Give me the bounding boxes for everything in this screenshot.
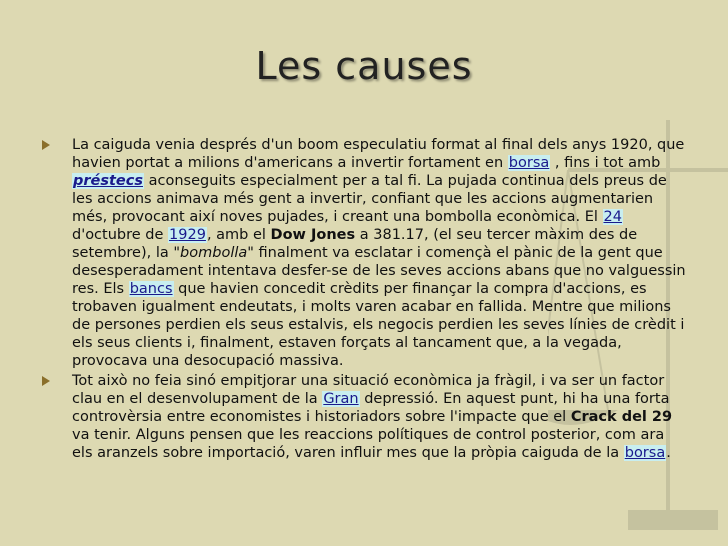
bullet-text: que havien concedit crèdits per finançar la compra d'accions, es trobaven igualment endeutats, i molts varen acabar en fallida. Mentre que milions de persones perdien els seus estalvis, els negocis perdien les seves línies de crèdit i els seus clients i, finalment, estaven forçats al tancament que, a la vegada, provocava una desocupació massiva.	[72, 281, 685, 369]
bullet-text: va tenir. Alguns pensen que les reaccions polítiques de control posterior, com ara els aranzels sobre importació, varen influir mes que la pròpia caiguda de la	[72, 427, 665, 461]
link-24[interactable]: 24	[603, 209, 622, 225]
bullet-item-causes	[38, 136, 688, 370]
bullet-arrow-icon	[42, 376, 50, 386]
link-bancs[interactable]: bancs	[129, 281, 173, 297]
bullet-list	[38, 136, 688, 464]
bullet-text: aconseguits especialment per a tal fi. La pujada continua dels preus de les accions animava més gent a invertir, confiant que les accions augmentarien més, provocant així noves pujades, i creant una bombolla econòmica. El	[72, 173, 667, 225]
link-borsa[interactable]: borsa	[624, 445, 666, 461]
bullet-text: La caiguda venia després d'un boom especulatiu format al final dels anys 1920, que havien portat a milions d'americans a invertir fortament en	[72, 137, 685, 171]
bullet-text: depressió. En aquest punt, hi ha una forta controvèrsia entre economistes i historiadors sobre l'impacte que el	[72, 391, 670, 425]
bullet-arrow-icon	[42, 140, 50, 150]
bullet-text: a 381.17, (el seu tercer màxim des de setembre), la "	[72, 227, 638, 261]
bullet-item-consequences	[38, 372, 688, 462]
link-1929[interactable]: 1929	[169, 227, 206, 243]
link-prestecs[interactable]: préstecs	[73, 173, 143, 189]
bombolla-text: bombolla	[180, 245, 248, 261]
bullet-text: , fins i tot amb	[550, 155, 661, 171]
bullet-text: .	[666, 445, 671, 461]
bullet-text: Tot això no feia sinó empitjorar una situació econòmica ja fràgil, i va ser un factor clau en el desenvolupament de la	[72, 373, 665, 407]
dow-jones-text: Dow Jones	[270, 227, 356, 243]
slide-title: Les causes	[255, 44, 473, 88]
link-borsa[interactable]: borsa	[508, 155, 550, 171]
bullet-text: , amb el	[206, 227, 271, 243]
bullet-text: d'octubre de	[72, 227, 169, 243]
link-gran[interactable]: Gran	[323, 391, 359, 407]
crack-del-29-text: Crack del 29	[570, 409, 673, 425]
bullet-text: " finalment va esclatar i començà el pànic de la gent que desesperadament intentava desfer-se de les seves accions abans que no valguessin res. Els	[72, 245, 686, 297]
